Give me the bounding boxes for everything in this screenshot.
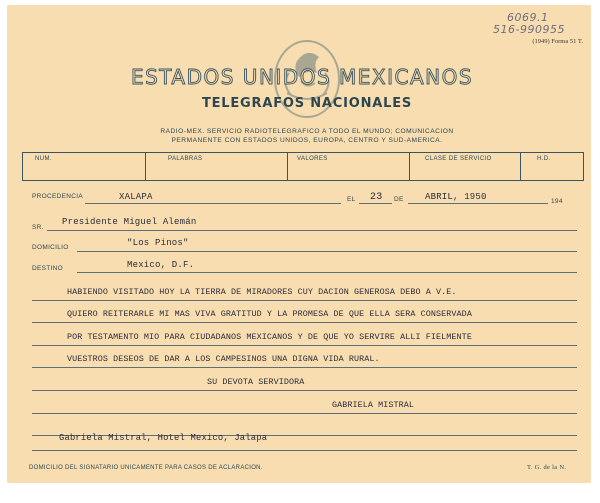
message-line-4: VUESTROS DESEOS DE DAR A LOS CAMPESINOS UNA DIGNA VIDA RURAL.: [67, 354, 380, 364]
sr-label: SR.: [32, 224, 44, 231]
message-line-1: HABIENDO VISITADO HOY LA TIERRA DE MIRADORES CUY DACION GENEROSA DEBO A V.E.: [67, 287, 457, 297]
procedencia-line: [85, 203, 341, 204]
header-subtitle: TELEGRAFOS NACIONALES: [201, 96, 413, 111]
procedencia-value: XALAPA: [119, 192, 153, 202]
num-label: NUM.: [35, 156, 52, 162]
domicilio-line: [77, 251, 577, 252]
sr-value: Presidente Miguel Alemán: [62, 217, 197, 227]
message-line-rule-6: [32, 413, 577, 414]
month-line: [408, 203, 548, 204]
message-line-rule-5: [32, 390, 577, 391]
de-label: DE: [394, 196, 404, 203]
sender-address: Gabriela Mistral, Hotel Mexico, Jalapa: [59, 433, 268, 443]
message-line-2: QUIERO REITERARLE MI MAS VIVA GRATITUD Y LA PROMESA DE QUE ELLA SERA CONSERVADA: [67, 309, 472, 319]
clase-box: [410, 153, 521, 180]
day-line: [359, 203, 392, 204]
sender-line: [32, 450, 577, 451]
palabras-label: PALABRAS: [168, 156, 203, 162]
hd-box: [521, 153, 583, 180]
signature-text: GABRIELA MISTRAL: [332, 400, 415, 410]
footer-mark: T. G. de la N.: [527, 464, 567, 471]
service-line-1: RADIO-MEX. SERVICIO RADIOTELEGRAFICO A TODO EL MUNDO; COMUNICACION: [160, 128, 454, 135]
valores-label: VALORES: [297, 156, 328, 162]
archive-mark-2: 516-990955: [493, 23, 565, 36]
message-line-rule-3: [32, 345, 577, 346]
hd-label: H.D.: [537, 156, 551, 162]
message-line-rule-1: [32, 300, 577, 301]
destino-line: [77, 272, 577, 273]
message-line-rule-4: [32, 367, 577, 368]
month-year-value: ABRIL, 1950: [425, 192, 487, 202]
num-box: [23, 153, 146, 180]
clase-label: CLASE DE SERVICIO: [425, 156, 492, 162]
form-number: (1949) Forma 51 T.: [532, 38, 583, 45]
telegram-form: [7, 5, 591, 483]
procedencia-label: PROCEDENCIA: [32, 193, 83, 200]
year-suffix-label: 194: [551, 198, 563, 205]
service-line-2: PERMANENTE CON ESTADOS UNIDOS, EUROPA, CENTRO Y SUD-AMERICA.: [171, 137, 443, 144]
destino-value: Mexico, D.F.: [127, 260, 195, 270]
message-line-3: POR TESTAMENTO MIO PARA CIUDADANOS MEXICANOS Y DE QUE YO SERVIRE ALLI FIELMENTE: [67, 332, 472, 342]
sr-line: [47, 230, 577, 231]
palabras-box: [146, 153, 288, 180]
header-boxes: [22, 152, 584, 181]
archive-mark-1: 6069.1: [507, 11, 549, 24]
closing-text: SU DEVOTA SERVIDORA: [207, 377, 305, 387]
domicilio-value: "Los Pinos": [127, 238, 189, 248]
message-line-rule-2: [32, 322, 577, 323]
valores-box: [288, 153, 410, 180]
destino-label: DESTINO: [32, 265, 63, 272]
domicilio-label: DOMICILIO: [32, 244, 69, 251]
el-label: EL: [347, 196, 356, 203]
footer-note: DOMICILIO DEL SIGNATARIO UNICAMENTE PARA CASOS DE ACLARACION.: [29, 465, 263, 471]
header-title: ESTADOS UNIDOS MEXICANOS: [130, 65, 474, 89]
day-value: 23: [370, 192, 383, 203]
